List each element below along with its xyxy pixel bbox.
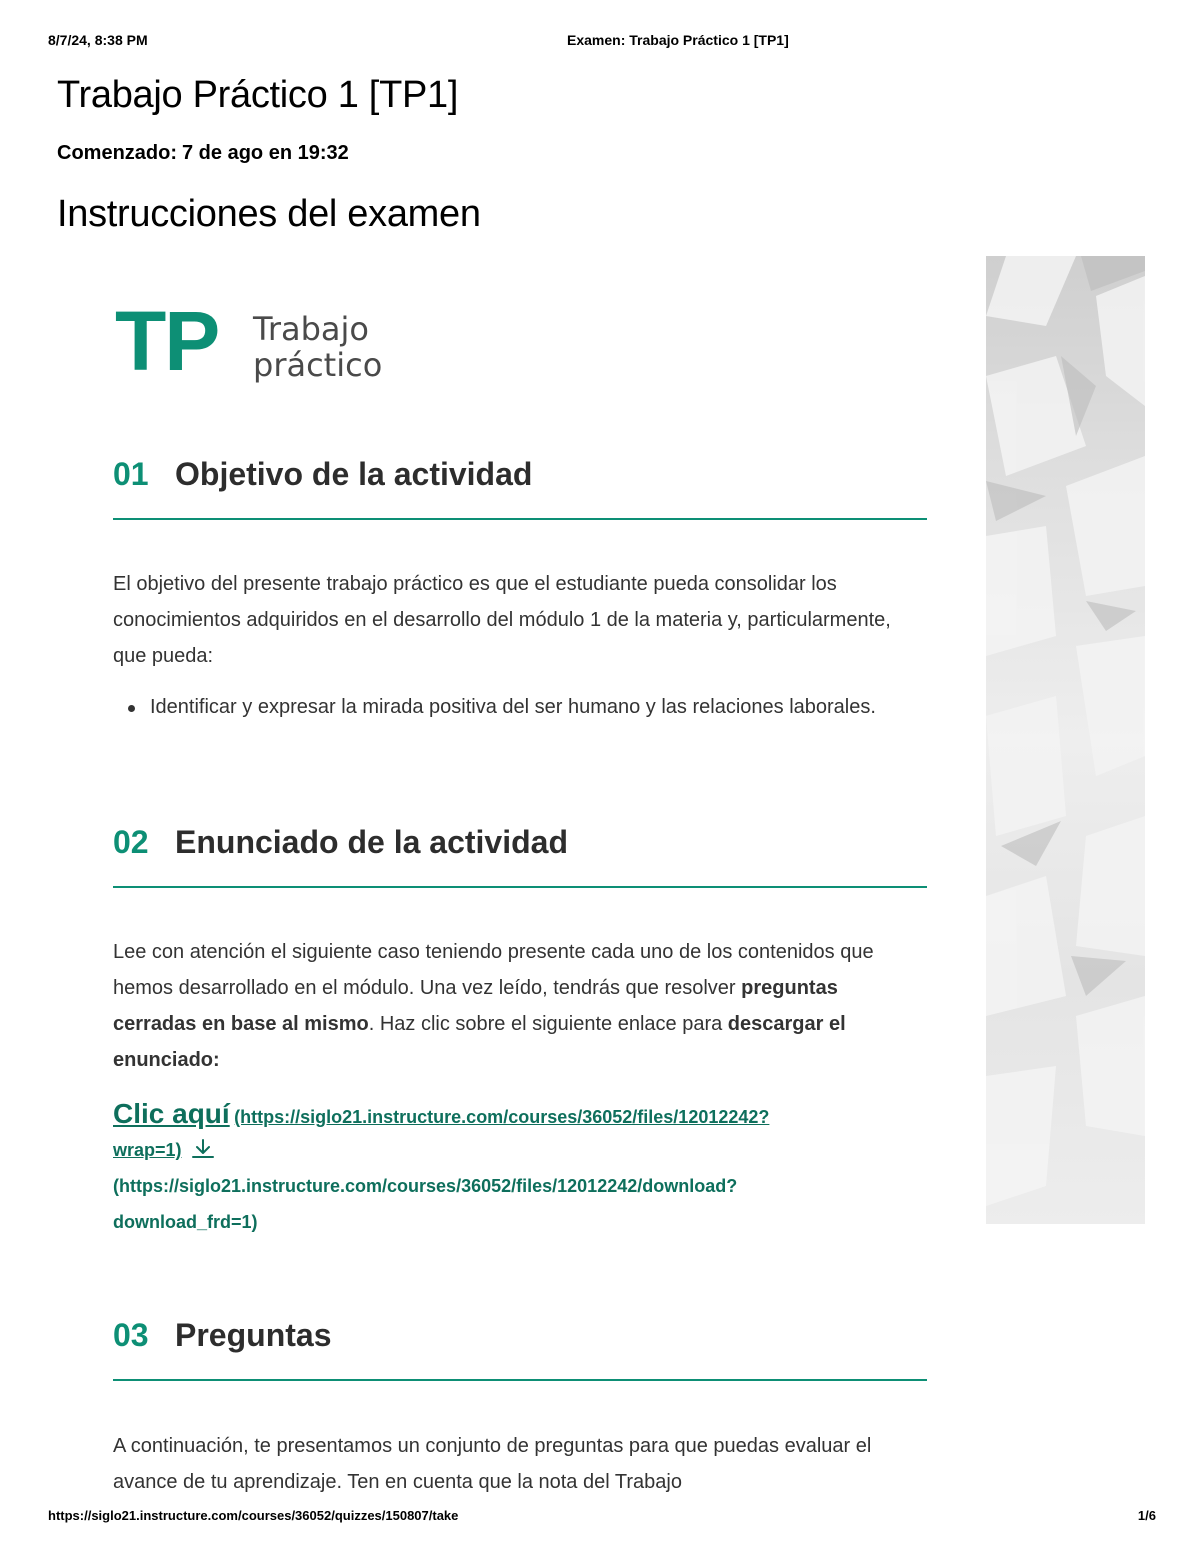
decorative-side-image — [986, 256, 1145, 1224]
section-03-paragraph: A continuación, te presentamos un conjunto de preguntas para que puedas evaluar el avance de tu aprendizaje. Ten en cuenta que la nota del Trabajo — [113, 1435, 872, 1493]
section-01-bullets — [150, 690, 910, 725]
section-03-header — [113, 1317, 927, 1389]
statement-link-url-cont[interactable]: wrap=1) — [113, 1140, 182, 1160]
print-footer — [0, 1508, 1200, 1528]
download-url-line-1[interactable]: (https://siglo21.instructure.com/courses/36052/files/12012242/download? — [113, 1176, 738, 1196]
instructions-heading: Instrucciones del examen — [57, 193, 481, 235]
print-page-title: Examen: Trabajo Práctico 1 [TP1] — [567, 32, 789, 48]
statement-link-url[interactable]: (https://siglo21.instructure.com/courses/36052/files/12012242? — [234, 1107, 770, 1127]
started-value: 7 de ago en 19:32 — [182, 142, 349, 164]
print-header — [0, 30, 1200, 50]
paragraph-bold: preguntas cerradas en base al mismo — [113, 977, 838, 1035]
quiz-title: Trabajo Práctico 1 [TP1] — [57, 74, 459, 116]
tp-logo-line1: Trabajo — [253, 310, 369, 348]
list-item: Identificar y expresar la mirada positiva del ser humano y las relaciones laborales. — [150, 690, 910, 725]
print-url: https://siglo21.instructure.com/courses/36052/quizzes/150807/take — [48, 1508, 459, 1523]
started-info — [57, 142, 349, 165]
section-heading: Preguntas — [175, 1317, 332, 1353]
section-divider — [113, 1379, 927, 1381]
tp-logo-line2: práctico — [253, 346, 383, 384]
section-01-paragraph: El objetivo del presente trabajo práctico es que el estudiante pueda consolidar los conocimientos adquiridos en el desarrollo del módulo 1 de la materia y, particularmente, que pueda: — [113, 573, 891, 667]
statement-link-line-2 — [113, 1132, 913, 1168]
section-02-paragraph — [113, 934, 913, 1078]
section-heading: Enunciado de la actividad — [175, 824, 568, 860]
section-divider — [113, 886, 927, 888]
clic-aqui-link[interactable]: Clic aquí — [113, 1098, 230, 1129]
section-02-header — [113, 824, 927, 896]
section-divider — [113, 518, 927, 520]
download-url-line-2[interactable]: download_frd=1) — [113, 1212, 258, 1232]
section-heading: Objetivo de la actividad — [175, 456, 533, 492]
statement-link-line-1 — [113, 1096, 913, 1132]
tp-logo-text — [253, 311, 382, 383]
download-link-block — [113, 1096, 913, 1240]
started-label: Comenzado: — [57, 142, 177, 164]
section-number: 01 — [113, 456, 149, 492]
tp-logo — [115, 294, 415, 395]
paragraph-text: Lee con atención el siguiente caso teniendo presente cada uno de los contenidos que hemos desarrollado en el módulo. Una vez leído, tendrás que resolver — [113, 941, 874, 999]
print-page-number: 1/6 — [1137, 1508, 1156, 1523]
section-number: 03 — [113, 1317, 149, 1353]
section-number: 02 — [113, 824, 149, 860]
download-icon[interactable] — [190, 1138, 216, 1160]
tp-logo-letters: TP — [115, 294, 219, 388]
paragraph-bold: descargar el enunciado: — [113, 1013, 846, 1071]
paragraph-text: . Haz clic sobre el siguiente enlace para — [368, 1013, 728, 1035]
print-datetime: 8/7/24, 8:38 PM — [48, 32, 148, 48]
section-01-header — [113, 456, 927, 528]
